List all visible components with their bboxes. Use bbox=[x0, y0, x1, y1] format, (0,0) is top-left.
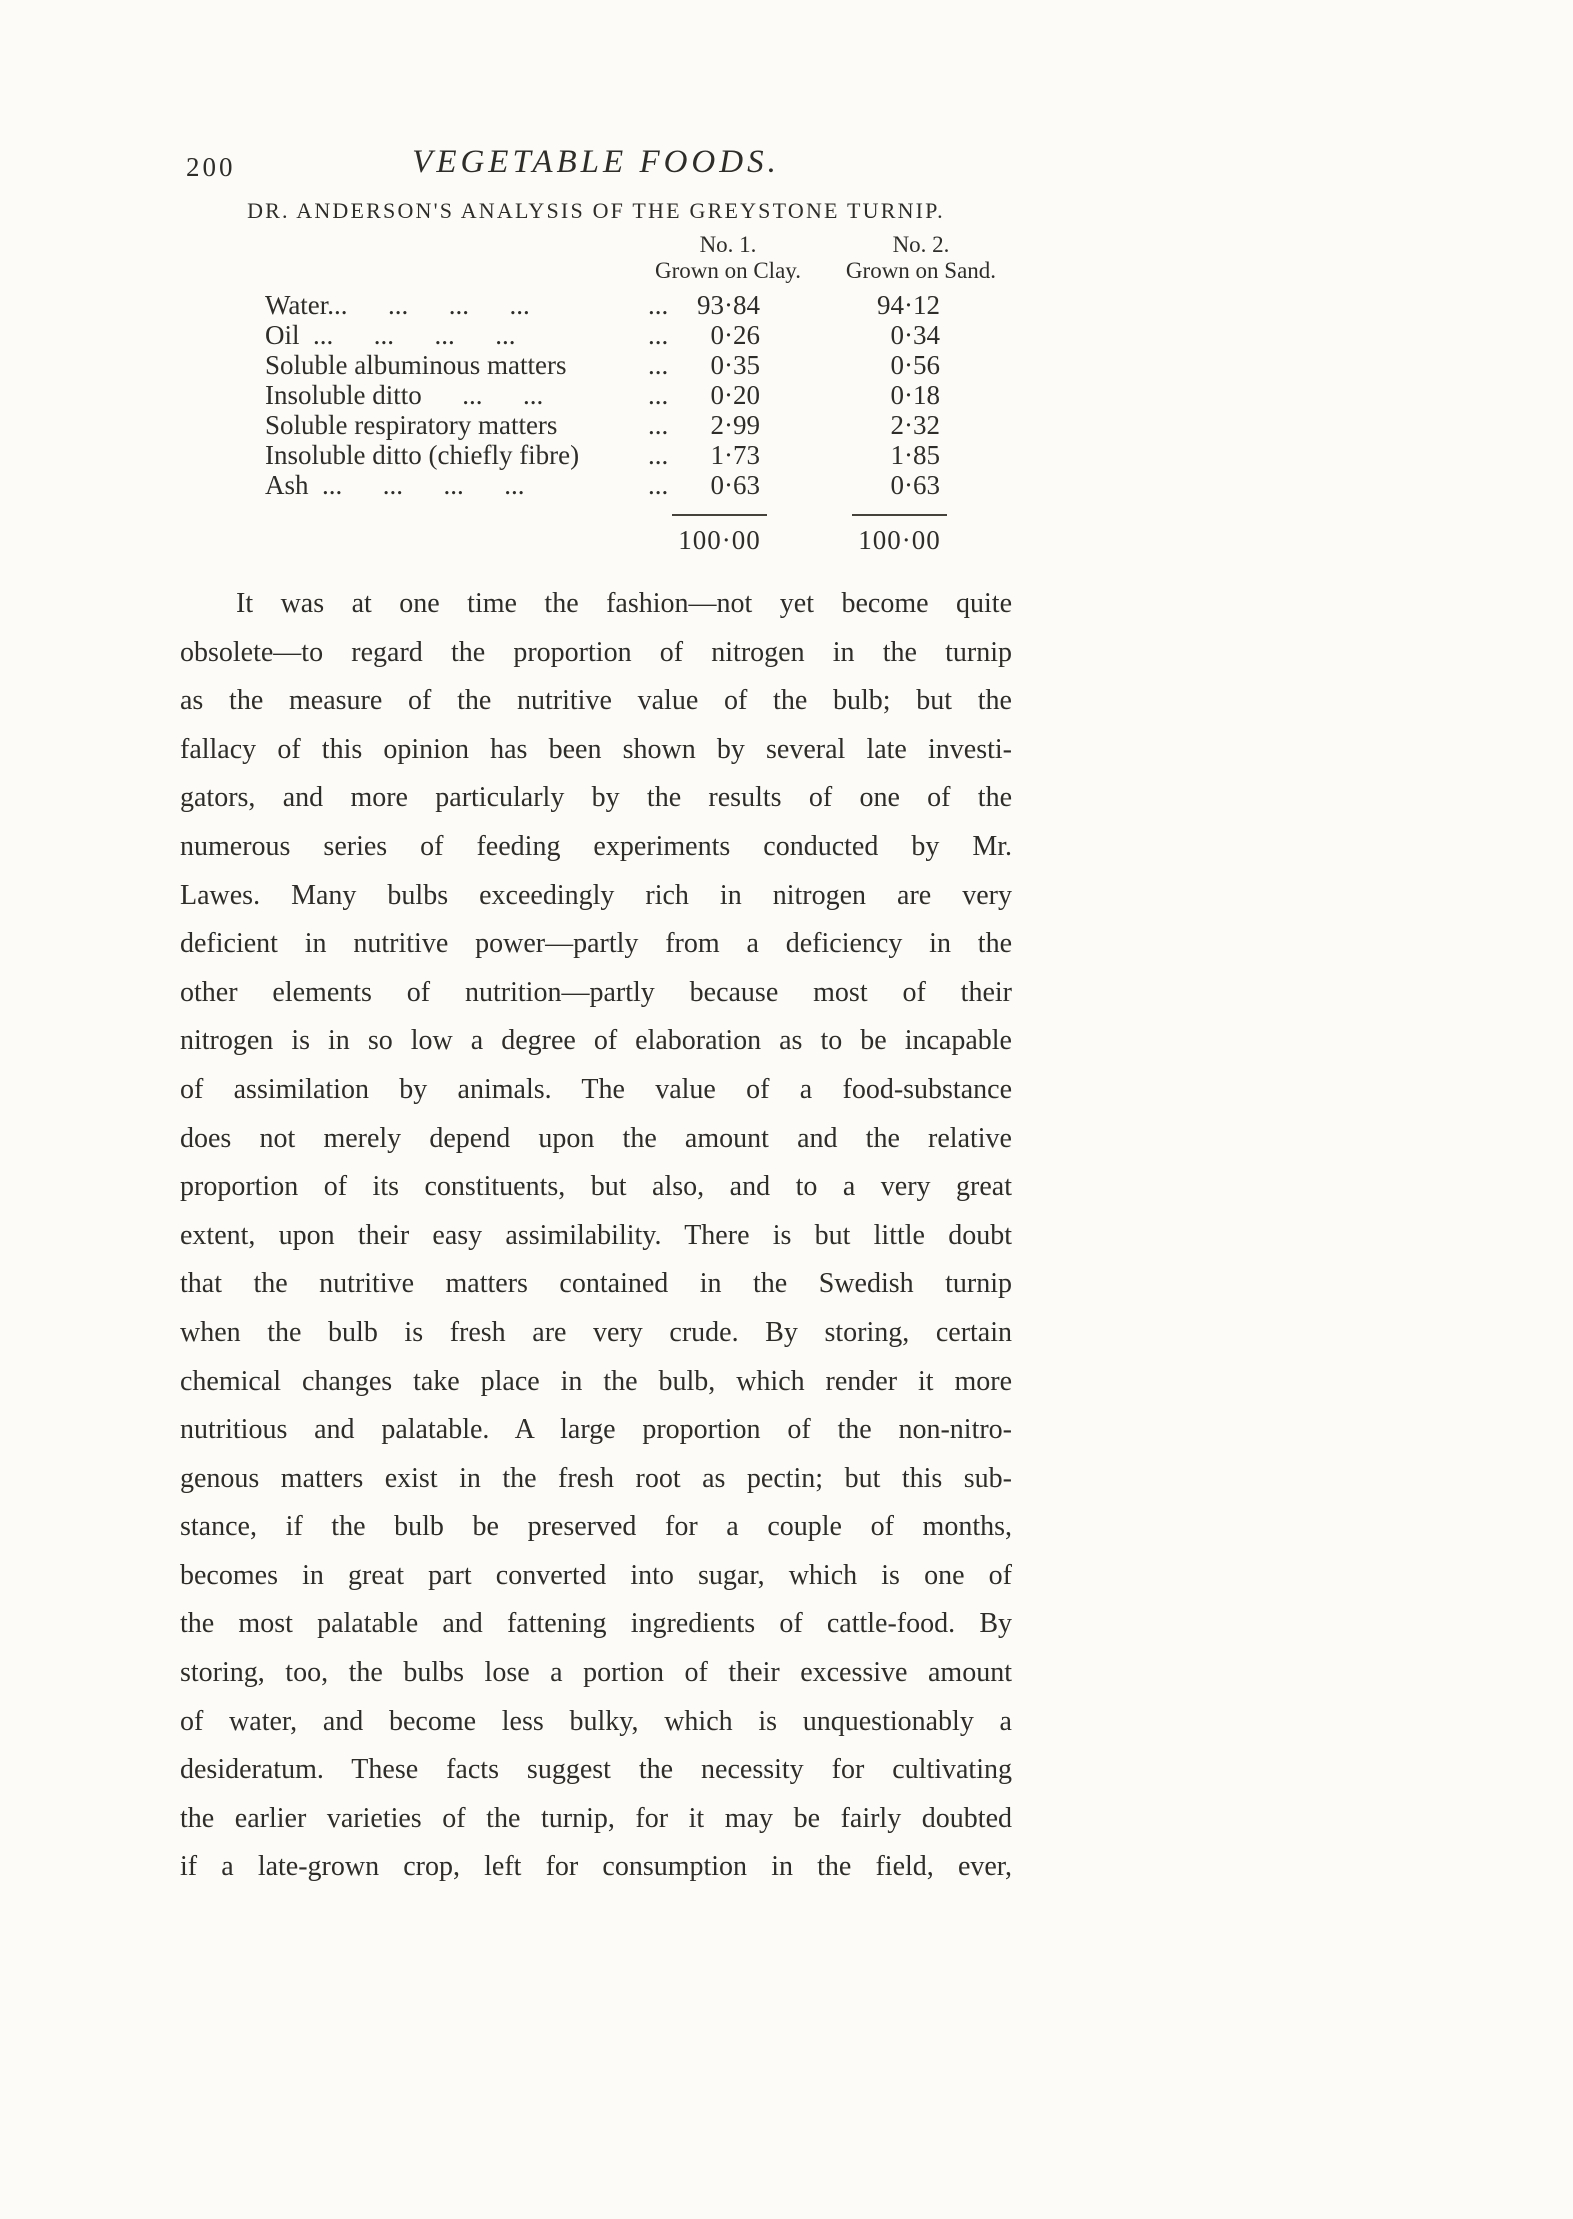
table-row bbox=[180, 350, 1012, 380]
column-header-gap bbox=[808, 232, 836, 284]
paragraph-line: gators, and more particularly by the results of one of the bbox=[180, 782, 1012, 814]
paragraph-line: Lawes. Many bulbs exceedingly rich in nitrogen are very bbox=[180, 879, 1012, 911]
paragraph-line: It was at one time the fashion—not yet become quite bbox=[236, 588, 1012, 619]
row-label: Soluble albuminous matters bbox=[265, 350, 567, 380]
paragraph-line: becomes in great part converted into sugar, which is one of bbox=[180, 1559, 1012, 1591]
paragraph-line: storing, too, the bulbs lose a portion of their excessive amount bbox=[180, 1657, 1012, 1689]
table-row bbox=[180, 290, 1012, 320]
column-no1-sublabel: Grown on Clay. bbox=[654, 258, 802, 283]
paragraph-line: obsolete—to regard the proportion of nitrogen in the turnip bbox=[180, 636, 1012, 668]
row-value-clay: 93·84 bbox=[697, 290, 760, 320]
paragraph-line: chemical changes take place in the bulb, which render it more bbox=[180, 1365, 1012, 1397]
row-label: Oil ... ... ... ... bbox=[265, 320, 516, 350]
row-value-sand: 0·34 bbox=[890, 320, 940, 350]
table-row bbox=[180, 380, 1012, 410]
table-totals-row bbox=[180, 514, 1012, 556]
paragraph-line: the most palatable and fattening ingredients of cattle-food. By bbox=[180, 1608, 1012, 1640]
row-leader-dots: ... bbox=[648, 350, 669, 380]
row-value-clay: 1·73 bbox=[710, 440, 760, 470]
row-label: Insoluble ditto ... ... bbox=[265, 380, 544, 410]
paragraph-line: nitrogen is in so low a degree of elaboration as to be incapable bbox=[180, 1025, 1012, 1057]
body-paragraph bbox=[180, 580, 1012, 1892]
row-leader-dots: ... bbox=[648, 320, 669, 350]
row-value-clay: 0·63 bbox=[710, 470, 760, 500]
row-leader-dots: ... bbox=[648, 380, 669, 410]
paragraph-line: genous matters exist in the fresh root as pectin; but this sub- bbox=[180, 1462, 1012, 1494]
column-no1-label: No. 1. bbox=[699, 232, 757, 257]
row-value-sand: 0·63 bbox=[890, 470, 940, 500]
column-no2-label: No. 2. bbox=[892, 232, 950, 257]
paragraph-line: of assimilation by animals. The value of a food-substance bbox=[180, 1073, 1012, 1105]
column-header-no1 bbox=[648, 232, 808, 284]
row-label: Ash ... ... ... ... bbox=[265, 470, 525, 500]
row-leader-dots: ... bbox=[648, 290, 669, 320]
page-number: 200 bbox=[186, 152, 236, 182]
row-label: Insoluble ditto (chiefly fibre) bbox=[265, 440, 580, 470]
paragraph-line: that the nutritive matters contained in the Swedish turnip bbox=[180, 1268, 1012, 1300]
table-row bbox=[180, 320, 1012, 350]
row-value-clay: 0·26 bbox=[710, 320, 760, 350]
paragraph-line: other elements of nutrition—partly because most of their bbox=[180, 976, 1012, 1008]
row-value-sand: 0·18 bbox=[890, 380, 940, 410]
totals-gap bbox=[767, 514, 852, 556]
row-value-sand: 94·12 bbox=[877, 290, 940, 320]
paragraph-line: extent, upon their easy assimilability. There is but little doubt bbox=[180, 1219, 1012, 1251]
text-column bbox=[180, 140, 1012, 1892]
row-value-sand: 2·32 bbox=[890, 410, 940, 440]
row-label: Water... ... ... ... bbox=[265, 290, 530, 320]
paragraph-line: desideratum. These facts suggest the necessity for cultivating bbox=[180, 1754, 1012, 1786]
paragraph-line: nutritious and palatable. A large proportion of the non-nitro- bbox=[180, 1414, 1012, 1446]
paragraph-line: deficient in nutritive power—partly from a deficiency in the bbox=[180, 928, 1012, 960]
paragraph-line: proportion of its constituents, but also, and to a very great bbox=[180, 1171, 1012, 1203]
row-leader-dots: ... bbox=[648, 410, 669, 440]
table-caption: DR. ANDERSON'S ANALYSIS OF THE GREYSTONE TURNIP. bbox=[247, 198, 945, 223]
column-no2-sublabel: Grown on Sand. bbox=[845, 258, 997, 283]
running-header bbox=[180, 140, 1012, 184]
table-column-headers bbox=[180, 232, 1012, 284]
row-value-clay: 2·99 bbox=[710, 410, 760, 440]
total-sand: 100·00 bbox=[852, 514, 947, 556]
row-leader-dots: ... bbox=[648, 470, 669, 500]
paragraph-line: as the measure of the nutritive value of the bulb; but the bbox=[180, 685, 1012, 717]
paragraph-line: does not merely depend upon the amount and the relative bbox=[180, 1122, 1012, 1154]
table-row bbox=[180, 410, 1012, 440]
row-value-sand: 1·85 bbox=[890, 440, 940, 470]
table-row bbox=[180, 470, 1012, 500]
row-value-clay: 0·20 bbox=[710, 380, 760, 410]
column-header-no2 bbox=[836, 232, 1006, 284]
paragraph-line: numerous series of feeding experiments conducted by Mr. bbox=[180, 830, 1012, 862]
analysis-table bbox=[180, 198, 1012, 556]
row-value-sand: 0·56 bbox=[890, 350, 940, 380]
paragraph-line: of water, and become less bulky, which is unquestionably a bbox=[180, 1705, 1012, 1737]
paragraph-line: if a late-grown crop, left for consumption in the field, ever, bbox=[180, 1851, 1012, 1883]
table-row bbox=[180, 440, 1012, 470]
row-leader-dots: ... bbox=[648, 440, 669, 470]
paragraph-line: stance, if the bulb be preserved for a couple of months, bbox=[180, 1511, 1012, 1543]
paragraph-line: when the bulb is fresh are very crude. By storing, certain bbox=[180, 1316, 1012, 1348]
total-clay: 100·00 bbox=[672, 514, 767, 556]
paragraph-line: the earlier varieties of the turnip, for it may be fairly doubted bbox=[180, 1802, 1012, 1834]
row-label: Soluble respiratory matters bbox=[265, 410, 558, 440]
paragraph-line: fallacy of this opinion has been shown by several late investi- bbox=[180, 733, 1012, 765]
running-title: VEGETABLE FOODS. bbox=[412, 144, 780, 180]
row-value-clay: 0·35 bbox=[710, 350, 760, 380]
